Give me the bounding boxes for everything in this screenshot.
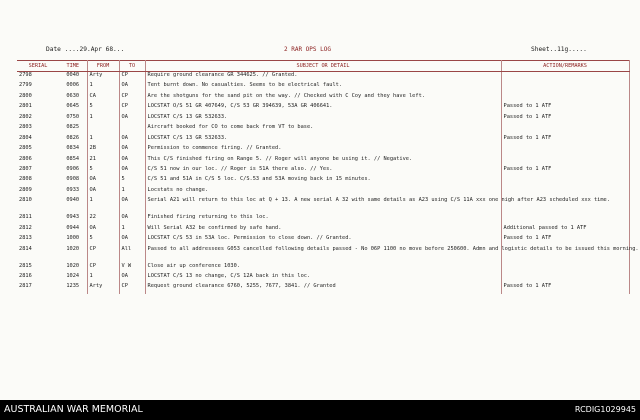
- cell-serial: 2810: [19, 197, 32, 204]
- cell-to: CP: [119, 93, 145, 103]
- cell-time: 0006: [59, 82, 87, 92]
- cell-action: [501, 93, 629, 103]
- cell-action: [501, 187, 629, 197]
- cell-from: 5: [87, 103, 119, 113]
- cell-action: [501, 156, 629, 166]
- cell-from: OA: [87, 225, 119, 235]
- cell-to: OA: [119, 114, 145, 124]
- log-body: [17, 72, 639, 294]
- cell-action: Passed to 1 ATF: [501, 103, 629, 113]
- cell-action: Passed to 1 ATF: [501, 114, 629, 124]
- cell-time: 1024: [59, 273, 87, 283]
- cell-from: 1: [87, 273, 119, 283]
- cell-from: 1: [87, 114, 119, 124]
- cell-serial: 2807: [19, 165, 32, 172]
- cell-to: All: [119, 246, 145, 263]
- cell-subject: LOCSTAT C/S 13 no change, C/S 12A back in this loc.: [145, 273, 501, 283]
- table-row: [17, 246, 629, 263]
- cell-to: OA: [119, 82, 145, 92]
- table-header-row: [17, 61, 629, 72]
- cell-time: 1020: [59, 246, 87, 263]
- cell-from: Arty: [87, 283, 119, 293]
- cell-subject: Tent burnt down. No casualties. Seems to be electrical fault.: [145, 82, 501, 92]
- cell-time: 0943: [59, 214, 87, 224]
- cell-serial: 2801: [19, 103, 32, 110]
- cell-to: OA: [119, 156, 145, 166]
- column-header: FROM: [87, 61, 119, 72]
- table-row: [17, 145, 629, 155]
- cell-action: [501, 124, 629, 134]
- cell-action: Passed to 1 ATF: [501, 235, 629, 245]
- table-row: [17, 235, 629, 245]
- cell-serial: 2814: [19, 245, 32, 252]
- cell-subject: LOCSTAT O/S 51 GR 407649, C/S 53 GR 394639, 53A GR 406641.: [145, 103, 501, 113]
- cell-from: 1: [87, 82, 119, 92]
- cell-action: [501, 145, 629, 155]
- cell-to: 1: [119, 225, 145, 235]
- table-row: [17, 93, 629, 103]
- cell-subject: Will Serial A32 be confirmed by safe hand.: [145, 225, 501, 235]
- cell-subject: Locstats no change.: [145, 187, 501, 197]
- cell-subject: Finished firing returning to this loc.: [145, 214, 501, 224]
- cell-time: 0040: [59, 72, 87, 83]
- cell-serial: 2798: [19, 72, 32, 78]
- cell-from: OA: [87, 187, 119, 197]
- table-row: [17, 72, 629, 83]
- column-header: SUBJECT OR DETAIL: [145, 61, 501, 72]
- cell-from: 5: [87, 166, 119, 176]
- date-label: Date ....29.Apr 68...: [46, 46, 125, 53]
- cell-time: 0630: [59, 93, 87, 103]
- cell-serial: 2799: [19, 82, 32, 89]
- cell-time: 0906: [59, 166, 87, 176]
- cell-subject: Request ground clearance 6760, 5255, 7677, 3841. // Granted: [145, 283, 501, 293]
- cell-time: 0908: [59, 176, 87, 186]
- cell-from: CP: [87, 246, 119, 263]
- cell-to: OA: [119, 273, 145, 283]
- table-row: [17, 103, 629, 113]
- footer-bar: [0, 400, 640, 420]
- cell-serial: 2812: [19, 224, 32, 231]
- cell-to: CP: [119, 72, 145, 83]
- cell-serial: 2817: [19, 283, 32, 290]
- cell-to: [119, 124, 145, 134]
- sheet-label: Sheet..11g.....: [531, 46, 587, 53]
- cell-from: OA: [87, 176, 119, 186]
- cell-from: 5: [87, 235, 119, 245]
- cell-to: CP: [119, 103, 145, 113]
- cell-to: 5: [119, 176, 145, 186]
- cell-from: Arty: [87, 72, 119, 83]
- cell-to: 1: [119, 187, 145, 197]
- cell-from: 22: [87, 214, 119, 224]
- cell-serial: 2808: [19, 176, 32, 183]
- cell-serial: 2806: [19, 155, 32, 162]
- document-title: 2 RAR OPS LOG: [284, 46, 331, 53]
- cell-to: OA: [119, 135, 145, 145]
- table-row: [17, 263, 629, 273]
- cell-subject: This C/S finished firing on Range 5. // Roger will anyone be using it. // Negative.: [145, 156, 501, 166]
- cell-subject: LOCSTAT C/S 13 GR 532633.: [145, 135, 501, 145]
- cell-subject: C/S 51 and 51A in C/S 5 loc. C/S.53 and 53A moving back in 15 minutes.: [145, 176, 501, 186]
- table-row: [17, 214, 629, 224]
- cell-from: CP: [87, 263, 119, 273]
- column-header: TO: [119, 61, 145, 72]
- cell-time: 0826: [59, 135, 87, 145]
- cell-subject: Aircraft booked for CO to come back from VT to base.: [145, 124, 501, 134]
- cell-time: 0834: [59, 145, 87, 155]
- cell-action: [501, 72, 629, 83]
- cell-time: 0944: [59, 225, 87, 235]
- cell-subject: C/S 51 now in our loc. // Roger is 51A there also. // Yes.: [145, 166, 501, 176]
- column-header: TIME: [59, 61, 87, 72]
- table-row: [17, 166, 629, 176]
- cell-serial: 2809: [19, 186, 32, 193]
- table-row: [17, 283, 629, 293]
- cell-to: CP: [119, 283, 145, 293]
- cell-from: [87, 124, 119, 134]
- table-row: [17, 225, 629, 235]
- cell-subject: Passed to all addressees G053 cancelled following details passed - No 06P 1100 no move before 250600. Admn and logistic details to be issued this morning.: [145, 246, 501, 263]
- cell-time: 1020: [59, 263, 87, 273]
- cell-from: 2B: [87, 145, 119, 155]
- footer-id: RCDIG1029945: [574, 405, 636, 414]
- cell-time: 0750: [59, 114, 87, 124]
- table-row: [17, 156, 629, 166]
- ops-log-table: [17, 60, 639, 294]
- cell-to: OA: [119, 214, 145, 224]
- cell-serial: 2815: [19, 262, 32, 269]
- cell-to: OA: [119, 197, 145, 214]
- cell-from: 21: [87, 156, 119, 166]
- table-row: [17, 114, 629, 124]
- cell-action: Additional passed to 1 ATF: [501, 225, 629, 235]
- table-row: [17, 197, 629, 214]
- cell-time: 1235: [59, 283, 87, 293]
- cell-time: 0854: [59, 156, 87, 166]
- cell-subject: LOCSTAT C/S 53 in 53A loc. Permission to close down. // Granted.: [145, 235, 501, 245]
- cell-to: OA: [119, 166, 145, 176]
- table-row: [17, 124, 629, 134]
- cell-time: 0825: [59, 124, 87, 134]
- column-header: ACTION/REMARKS: [501, 61, 629, 72]
- table-row: [17, 82, 629, 92]
- cell-action: [501, 176, 629, 186]
- cell-time: 1000: [59, 235, 87, 245]
- cell-subject: Require ground clearance GR 344625. // Granted.: [145, 72, 501, 83]
- footer-source: AUSTRALIAN WAR MEMORIAL: [4, 404, 143, 415]
- cell-serial: 2800: [19, 92, 32, 99]
- table-row: [17, 135, 629, 145]
- cell-to: V W: [119, 263, 145, 273]
- cell-action: [501, 263, 629, 273]
- table-row: [17, 176, 629, 186]
- cell-time: 0933: [59, 187, 87, 197]
- cell-serial: 2816: [19, 273, 32, 279]
- cell-action: [501, 214, 629, 224]
- cell-subject: Permission to commence firing. // Granted.: [145, 145, 501, 155]
- cell-from: CA: [87, 93, 119, 103]
- cell-serial: 2805: [19, 145, 32, 152]
- cell-action: Passed to 1 ATF: [501, 135, 629, 145]
- cell-time: 0645: [59, 103, 87, 113]
- table-row: [17, 273, 629, 283]
- cell-from: 1: [87, 135, 119, 145]
- cell-serial: 2803: [19, 124, 32, 131]
- cell-to: OA: [119, 235, 145, 245]
- cell-subject: Close air up conference 1030.: [145, 263, 501, 273]
- cell-subject: Are the shotguns for the sand pit on the way. // Checked with C Coy and they have left.: [145, 93, 501, 103]
- cell-to: OA: [119, 145, 145, 155]
- column-header: SERIAL: [17, 61, 59, 72]
- cell-serial: 2804: [19, 134, 32, 141]
- cell-subject: LOCSTAT C/S 13 GR 532633.: [145, 114, 501, 124]
- cell-action: Passed to 1 ATF: [501, 166, 629, 176]
- cell-action: [501, 273, 629, 283]
- cell-time: 0940: [59, 197, 87, 214]
- cell-serial: 2813: [19, 235, 32, 242]
- table-row: [17, 187, 629, 197]
- cell-serial: 2802: [19, 113, 32, 120]
- cell-serial: 2811: [19, 214, 32, 221]
- cell-action: Passed to 1 ATF: [501, 283, 629, 293]
- cell-subject: Serial A21 will return to this loc at Q + 13. A new serial A 32 with same details as A23 using C/S 11A xxx one nigh after A23 scheduled xxx time.: [145, 197, 501, 214]
- cell-from: 1: [87, 197, 119, 214]
- cell-action: [501, 82, 629, 92]
